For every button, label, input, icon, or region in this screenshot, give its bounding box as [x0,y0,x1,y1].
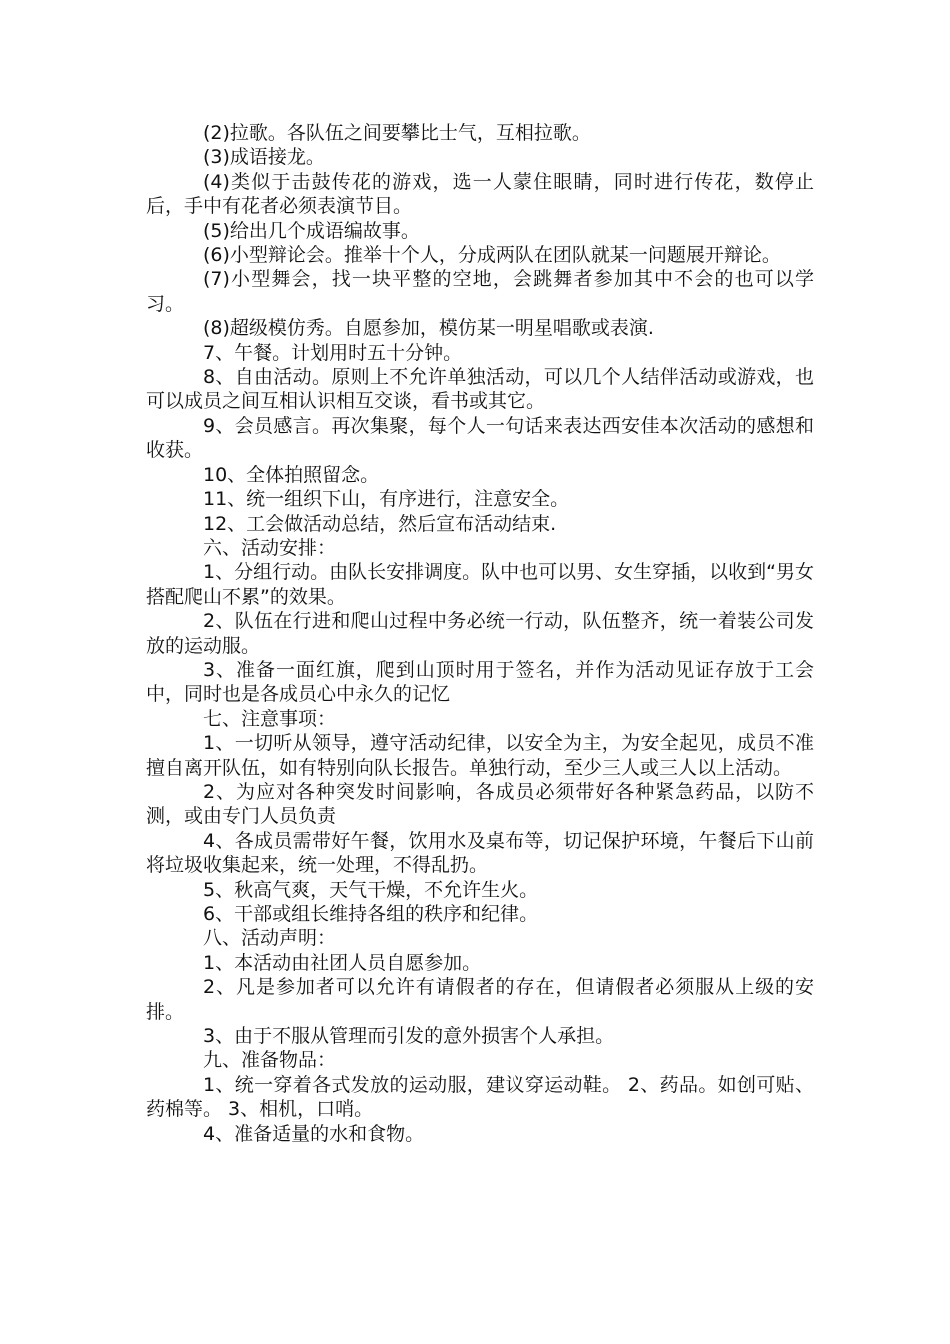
paragraph: 3、准备一面红旗，爬到山顶时用于签名，并作为活动见证存放于工会中，同时也是各成员心中永久的记忆 [146,658,814,706]
paragraph: 10、全体拍照留念。 [203,463,380,486]
paragraph: (7)小型舞会，找一块平整的空地，会跳舞者参加其中不会的也可以学习。 [146,268,814,315]
paragraph: (5)给出几个成语编故事。 [203,219,420,242]
paragraph: 4、准备适量的水和食物。 [203,1122,425,1145]
paragraph: (4)类似于击鼓传花的游戏，选一人蒙住眼睛，同时进行传花，数停止后，手中有花者必须表演节目。 [146,170,814,218]
section-heading: 八、活动声明： [203,927,337,950]
paragraph: 1、本活动由社团人员自愿参加。 [203,951,482,974]
paragraph: 4、各成员需带好午餐，饮用水及桌布等，切记保护环境，午餐后下山前将垃圾收集起来，统一处理，不得乱扔。 [146,829,814,877]
paragraph: 1、统一穿着各式发放的运动服，建议穿运动鞋。 2、药品。如创可贴、药棉等。 3、相机，口哨。 [146,1073,814,1121]
paragraph: 5、秋高气爽，天气干燥，不允许生火。 [203,878,539,901]
section-heading: 七、注意事项： [203,707,337,730]
paragraph: 2、为应对各种突发时间影响，各成员必须带好各种紧急药品，以防不测，或由专门人员负责 [146,780,814,828]
section-heading: 六、活动安排： [203,536,337,559]
paragraph: (6)小型辩论会。推举十个人，分成两队在团队就某一问题展开辩论。 [203,244,781,267]
paragraph: 8、自由活动。原则上不允许单独活动，可以几个人结伴活动或游戏，也可以成员之间互相认识相互交谈，看书或其它。 [146,366,814,413]
paragraph: 1、分组行动。由队长安排调度。队中也可以男、女生穿插，以收到“男女搭配爬山不累”的效果。 [146,561,814,608]
paragraph: 3、由于不服从管理而引发的意外损害个人承担。 [203,1025,615,1048]
paragraph: 2、凡是参加者可以允许有请假者的存在，但请假者必须服从上级的安排。 [146,976,814,1023]
paragraph: 1、一切听从领导，遵守活动纪律，以安全为主，为安全起见，成员不准擅自离开队伍，如有特别向队长报告。单独行动，至少三人或三人以上活动。 [146,732,814,779]
paragraph: 12、工会做活动总结，然后宣布活动结束. [203,512,557,535]
document-page [146,121,814,1146]
paragraph: 11、统一组织下山，有序进行，注意安全。 [203,488,570,511]
section-heading: 九、准备物品： [203,1049,337,1072]
paragraph: 9、会员感言。再次集聚，每个人一句话来表达西安佳本次活动的感想和收获。 [146,414,814,462]
paragraph: (8)超级模仿秀。自愿参加，模仿某一明星唱歌或表演. [203,317,654,340]
paragraph: (2)拉歌。各队伍之间要攀比士气，互相拉歌。 [203,122,591,144]
paragraph: (3)成语接龙。 [203,146,325,169]
paragraph: 6、干部或组长维持各组的秩序和纪律。 [203,903,539,925]
paragraph: 7、午餐。计划用时五十分钟。 [203,341,463,364]
paragraph: 2、队伍在行进和爬山过程中务必统一行动，队伍整齐，统一着装公司发放的运动服。 [146,610,814,657]
